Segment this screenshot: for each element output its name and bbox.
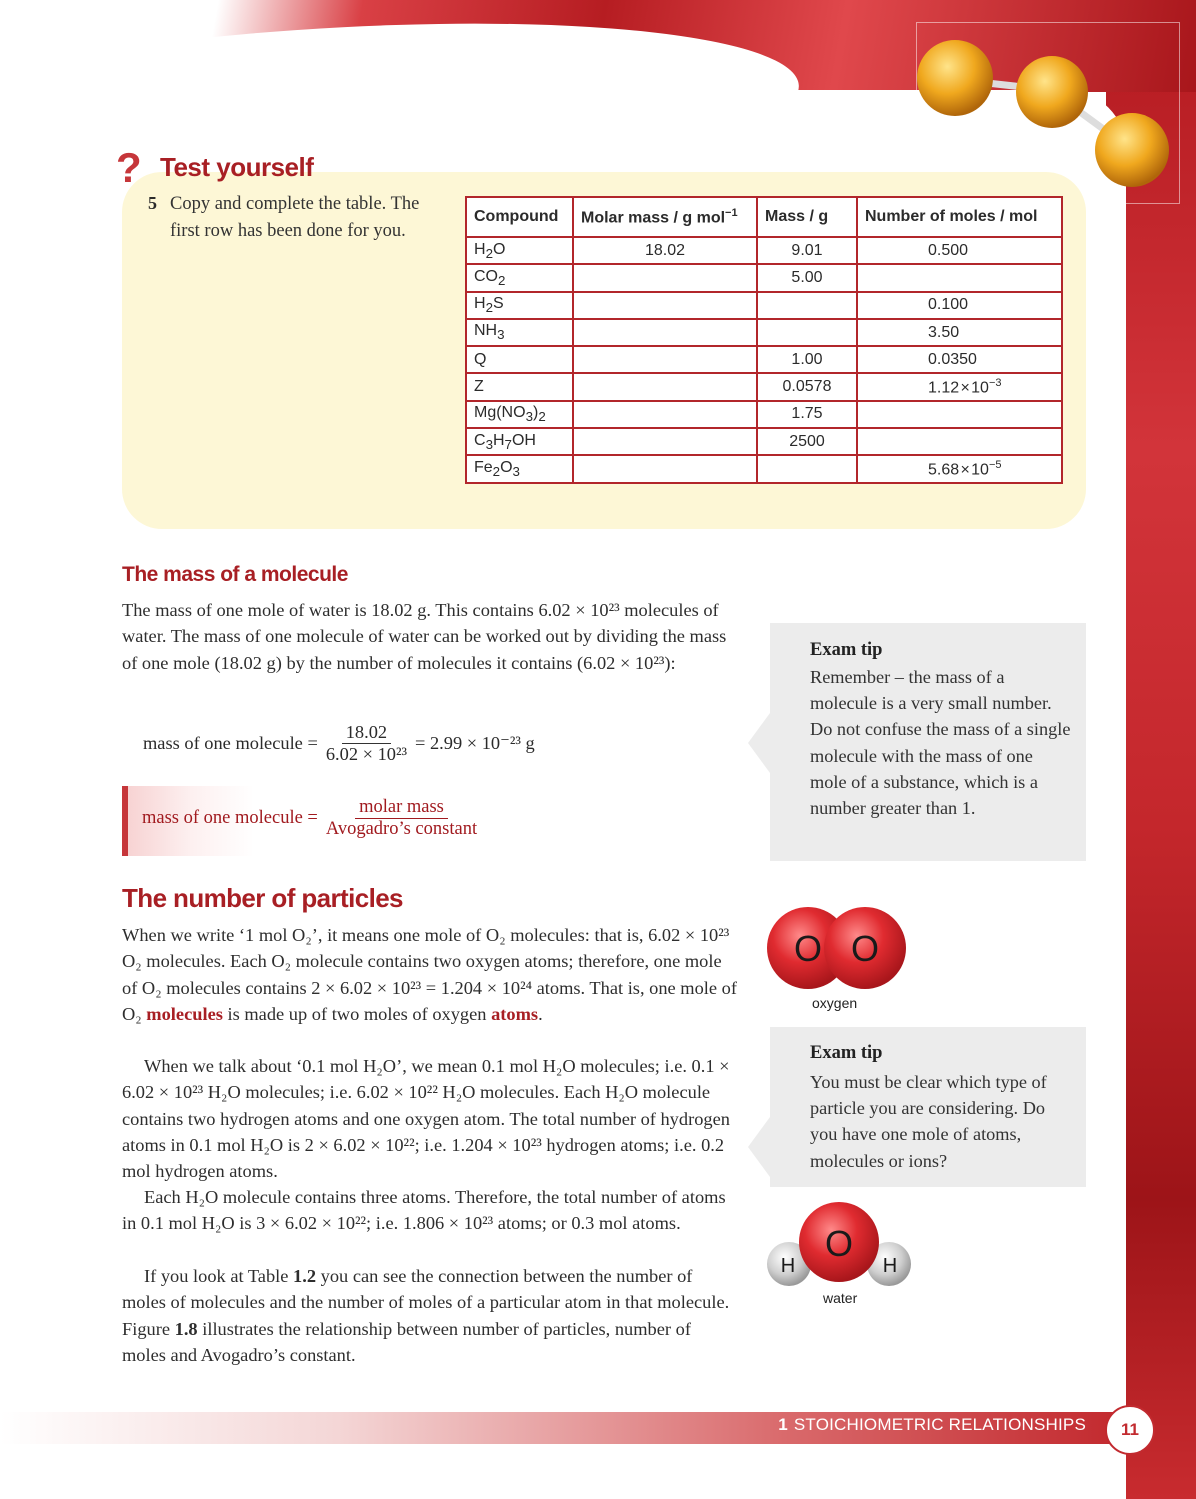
figure-reference: 1.8: [174, 1318, 198, 1339]
test-yourself-title: Test yourself: [160, 152, 314, 182]
cell-compound: $Fe_2O_3$: [466, 455, 573, 482]
cell-molar-mass: [573, 292, 757, 319]
cell-compound: $NH_3$: [466, 319, 573, 346]
water-hydrogen-atom-2: H: [882, 1255, 898, 1277]
table-row: [466, 428, 1062, 455]
cell-molar-mass: [573, 455, 757, 482]
eq2-lhs: mass of one molecule =: [142, 808, 318, 828]
cell-molar-mass: [573, 319, 757, 346]
header-molar-mass: Molar mass / g mol$^{-1}$: [573, 197, 757, 237]
table-row: [466, 346, 1062, 373]
cell-compound: Q: [466, 346, 573, 373]
header-moles: Number of moles / mol: [857, 197, 1062, 237]
cell-moles: [857, 264, 1062, 291]
cell-compound: $H_2S$: [466, 292, 573, 319]
cell-compound: $Mg(NO_3)_2$: [466, 401, 573, 428]
cell-molar-mass: [573, 428, 757, 455]
chapter-number: 1: [778, 1415, 788, 1434]
water-oxygen-atom: O: [824, 1223, 854, 1264]
cell-molar-mass: [573, 346, 757, 373]
cell-compound: $CO_2$: [466, 264, 573, 291]
eq2-denominator: Avogadro’s constant: [325, 819, 478, 839]
table-row: [466, 373, 1062, 400]
eq1-denominator: 6.02 × 10²³: [325, 744, 407, 764]
exam-tip-box-2: [770, 1027, 1086, 1187]
cell-mass: 9.01: [757, 237, 857, 264]
question-mark-icon: ?: [116, 144, 142, 191]
header-compound: Compound: [466, 197, 573, 237]
section-heading-mass: The mass of a molecule: [122, 563, 348, 586]
mass-paragraph: The mass of one mole of water is 18.02 g. This contains 6.02 × 10²³ molecules of water. The mass of one molecule of water can be worked out by dividing the mass of one mole (18.02 g) by the number of molecules it contains (6.02 × 10²³):: [122, 600, 727, 673]
cell-mass: 2500: [757, 428, 857, 455]
eq1-numerator: 18.02: [342, 722, 391, 744]
exam-tip-title: Exam tip: [810, 1043, 883, 1063]
key-equation: [142, 797, 485, 840]
chapter-title: 1 STOICHIOMETRIC RELATIONSHIPS: [778, 1415, 1086, 1434]
exam-tip-body: Remember – the mass of a molecule is a very small number. Do not confuse the mass of a single molecule with the mass of one mole of a substance, which is a number greater than 1.: [810, 667, 1071, 819]
cell-molar-mass: [573, 373, 757, 400]
cell-moles: 5.68 × $10^{-5}$: [857, 455, 1062, 482]
cell-mass: 5.00: [757, 264, 857, 291]
cell-mass: [757, 319, 857, 346]
cell-moles: 0.500: [857, 237, 1062, 264]
moles-table: [465, 196, 1063, 484]
cell-moles: 1.12 × $10^{-3}$: [857, 373, 1062, 400]
water-label: water: [823, 1290, 858, 1306]
eq2-numerator: molar mass: [355, 797, 448, 819]
equation-mass-of-molecule: [143, 722, 535, 765]
cell-moles: [857, 428, 1062, 455]
cell-moles: 0.100: [857, 292, 1062, 319]
particles-paragraph-1: When we write ‘1 mol O₂’, it means one mole of O₂ molecules: that is, 6.02 × 10²³ O₂ molecules. Each O₂ molecule contains two oxygen atoms; therefore, one mole of O₂ molecules contains 2 × 6.02 × 10²³ = 1.204 × 10²⁴ atoms. That is, one mole of O₂ molecules is made up of two moles of oxygen atoms.: [122, 925, 737, 1024]
cell-molar-mass: 18.02: [573, 237, 757, 264]
highlight-atoms: atoms: [491, 1003, 539, 1024]
oxygen-molecule-icon: [765, 905, 910, 991]
eq1-rhs: = 2.99 × 10⁻²³ g: [415, 733, 535, 753]
table-row: [466, 292, 1062, 319]
header-mass: Mass / g: [757, 197, 857, 237]
question-text: Copy and complete the table. The first row has been done for you.: [170, 194, 420, 241]
section-heading-particles: The number of particles: [122, 883, 403, 913]
question-number: 5: [148, 193, 157, 213]
cell-mass: 1.75: [757, 401, 857, 428]
cell-molar-mass: [573, 401, 757, 428]
exam-tip-title: Exam tip: [810, 640, 883, 660]
cell-compound: $H_2O$: [466, 237, 573, 264]
oxygen-label: oxygen: [812, 995, 858, 1011]
exam-tip-body: You must be clear which type of particle you are considering. Do you have one mole of atoms, molecules or ions?: [810, 1072, 1047, 1171]
table-row: [466, 401, 1062, 428]
particles-paragraph-3: Each H₂O molecule contains three atoms. Therefore, the total number of atoms in 0.1 mol H₂O is 3 × 6.02 × 10²²; i.e. 1.806 × 10²³ atoms; or 0.3 mol atoms.: [122, 1187, 726, 1234]
cell-compound: Z: [466, 373, 573, 400]
table-row: [466, 319, 1062, 346]
cell-mass: [757, 292, 857, 319]
eq1-lhs: mass of one molecule =: [143, 733, 318, 753]
particles-paragraph-2: When we talk about ‘0.1 mol H₂O’, we mean 0.1 mol H₂O molecules; i.e. 0.1 × 6.02 × 10²³ H₂O molecules; i.e. 6.02 × 10²² H₂O molecules. Each H₂O molecule contains two hydrogen atoms and one oxygen atom. The total number of hydrogen atoms in 0.1 mol H₂O is 2 × 6.02 × 10²²; i.e. 1.204 × 10²³ hydrogen atoms; i.e. 0.2 mol hydrogen atoms.: [122, 1056, 730, 1182]
cell-molar-mass: [573, 264, 757, 291]
exam-tip-box-1: [770, 623, 1086, 861]
table-row: [466, 455, 1062, 482]
cell-moles: [857, 401, 1062, 428]
table-header-row: [466, 197, 1062, 237]
cell-moles: 3.50: [857, 319, 1062, 346]
water-molecule-icon: [765, 1200, 915, 1290]
highlight-molecules: molecules: [146, 1003, 223, 1024]
water-hydrogen-atom-1: H: [780, 1255, 796, 1277]
page-number: 11: [1105, 1405, 1155, 1455]
table-reference: 1.2: [293, 1266, 317, 1286]
oxygen-atom-2: O: [850, 928, 880, 969]
cell-mass: 1.00: [757, 346, 857, 373]
table-row: [466, 264, 1062, 291]
cell-moles: 0.0350: [857, 346, 1062, 373]
cell-mass: 0.0578: [757, 373, 857, 400]
cell-compound: $C_3H_7OH$: [466, 428, 573, 455]
cell-mass: [757, 455, 857, 482]
particles-paragraph-4: If you look at Table 1.2 you can see the connection between the number of moles of molecules and the number of moles of a particular atom in that molecule. Figure 1.8 illustrates the relationship between number of particles, number of moles and Avogadro’s constant.: [122, 1266, 730, 1365]
oxygen-atom-1: O: [793, 928, 823, 969]
table-row: [466, 237, 1062, 264]
